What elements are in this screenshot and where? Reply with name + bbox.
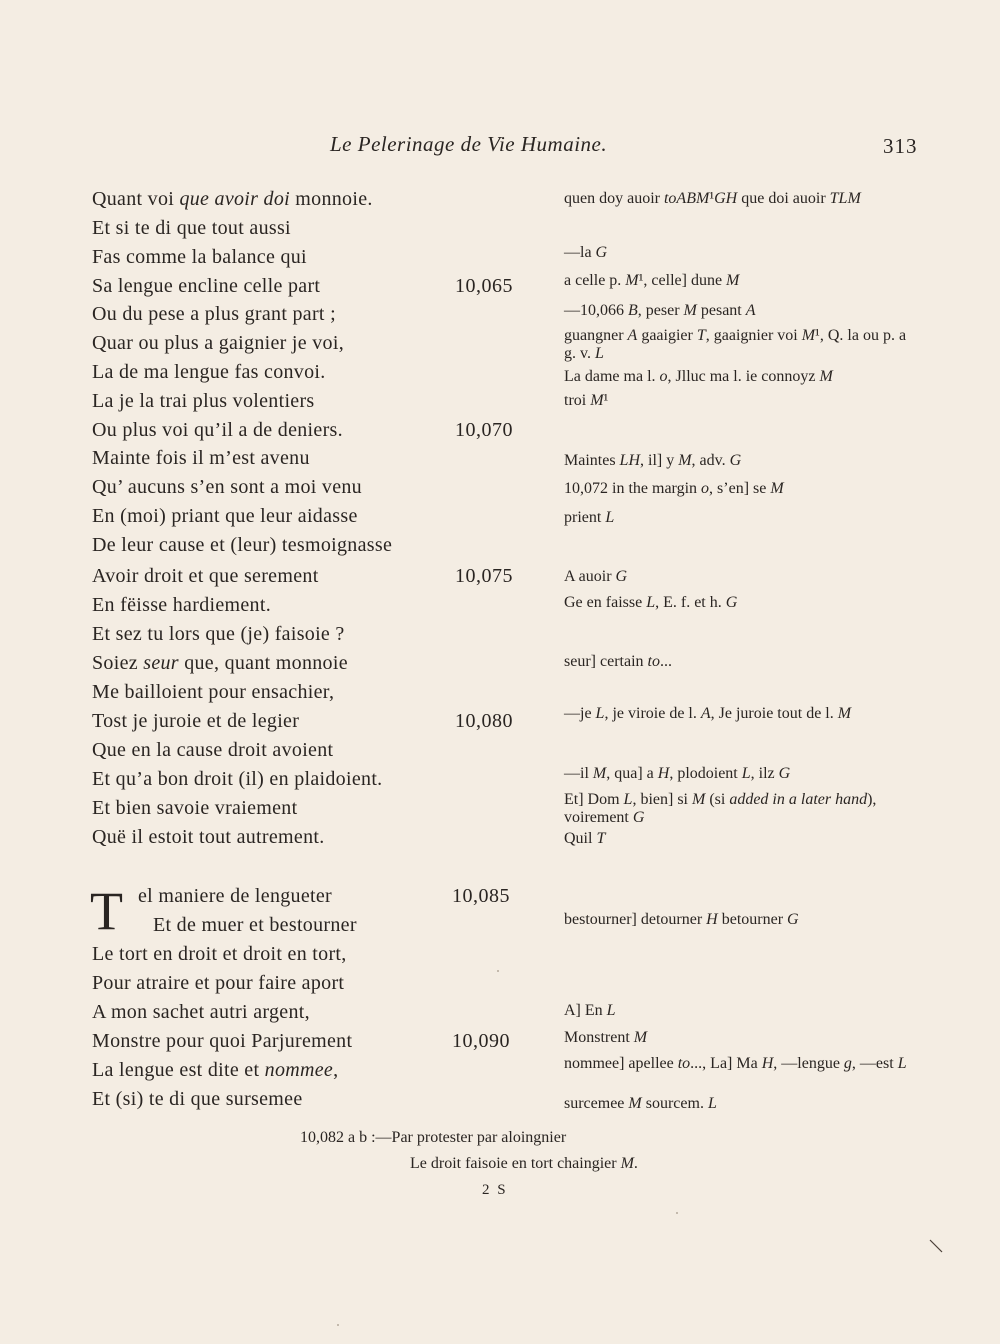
verse-line: La de ma lengue fas convoi. — [92, 361, 326, 383]
variant-note: —10,066 B, peser M pesant A — [564, 302, 756, 319]
variant-note: prient L — [564, 509, 615, 526]
variant-note: Et] Dom L, bien] si M (si added in a later hand), voirement G — [564, 791, 877, 826]
verse-line: De leur cause et (leur) tesmoignasse — [92, 534, 393, 556]
variant-note: a celle p. M¹, celle] dune M — [564, 272, 740, 289]
verse-line: Quant voi que avoir doi monnoie. — [92, 188, 373, 210]
verse-line: Pour atraire et pour faire aport — [92, 972, 345, 994]
variant-note: guangner A gaaigier T, gaaignier voi M¹, Q. la ou p. a g. v. L — [564, 327, 907, 362]
verse-line: En (moi) priant que leur aidasse — [92, 505, 358, 527]
variant-note: A auoir G — [564, 568, 628, 585]
verse-line: Et qu’a bon droit (il) en plaidoient. — [92, 768, 383, 790]
variant-note: Ge en faisse L, E. f. et h. G — [564, 594, 738, 611]
running-head: Le Pelerinage de Vie Humaine. — [330, 132, 608, 156]
paper-speck — [337, 1324, 339, 1326]
variant-note: —la G — [564, 244, 608, 261]
verse-line: La je la trai plus volentiers — [92, 390, 315, 412]
page-number: 313 — [883, 134, 918, 158]
margin-mark — [928, 1238, 946, 1256]
variant-note: nommee] apellee to..., La] Ma H, —lengue g, —est L — [564, 1055, 907, 1072]
verse-line: Avoir droit et que serement — [92, 565, 319, 587]
verse-line: Quar ou plus a gaignier je voi, — [92, 332, 345, 354]
verse-line: Et (si) te di que sursemee — [92, 1088, 303, 1110]
verse-line: el maniere de lengueter — [138, 885, 333, 907]
verse-line: Et sez tu lors que (je) faisoie ? — [92, 623, 345, 645]
verse-line: Le tort en droit et droit en tort, — [92, 943, 347, 965]
variant-note: quen doy auoir toABM¹GH que doi auoir TLM — [564, 190, 861, 207]
verse-line: Ou du pese a plus grant part ; — [92, 303, 336, 325]
line-number: 10,075 — [455, 565, 513, 587]
line-number: 10,085 — [452, 885, 510, 907]
drop-cap: T — [90, 881, 123, 941]
verse-line: Fas comme la balance qui — [92, 246, 307, 268]
variant-note: Maintes LH, il] y M, adv. G — [564, 452, 742, 469]
variant-note: 10,072 in the margin o, s’en] se M — [564, 480, 784, 497]
verse-line: Quë il estoit tout autrement. — [92, 826, 325, 848]
variant-note: La dame ma l. o, Jlluc ma l. ie connoyz M — [564, 368, 833, 385]
footnote-line-1: 10,082 a b :—Par protester par aloingnier — [300, 1129, 567, 1146]
verse-line: En fëisse hardiement. — [92, 594, 272, 616]
verse-line: Et de muer et bestourner — [153, 914, 357, 936]
line-number: 10,080 — [455, 710, 513, 732]
verse-line: Tost je juroie et de legier — [92, 710, 300, 732]
verse-line: Que en la cause droit avoient — [92, 739, 334, 761]
variant-note: bestourner] detourner H betourner G — [564, 911, 799, 928]
footnote-line-2: Le droit faisoie en tort chaingier M. — [410, 1155, 638, 1172]
paper-speck — [497, 970, 499, 972]
verse-line: Et si te di que tout aussi — [92, 217, 291, 239]
verse-line: A mon sachet autri argent, — [92, 1001, 310, 1023]
variant-note: —je L, je viroie de l. A, Je juroie tout de l. M — [564, 705, 852, 722]
verse-line: Qu’ aucuns s’en sont a moi venu — [92, 476, 362, 498]
verse-line: La lengue est dite et nommee, — [92, 1059, 339, 1081]
variant-note: surcemee M sourcem. L — [564, 1095, 717, 1112]
variant-note: troi M¹ — [564, 392, 609, 409]
verse-line: Ou plus voi qu’il a de deniers. — [92, 419, 343, 441]
line-number: 10,065 — [455, 275, 513, 297]
variant-note: Quil T — [564, 830, 606, 847]
verse-line: Me bailloient pour ensachier, — [92, 681, 335, 703]
verse-line: Soiez seur que, quant monnoie — [92, 652, 348, 674]
signature-mark: 2 S — [482, 1182, 508, 1198]
variant-note: A] En L — [564, 1002, 616, 1019]
verse-line: Et bien savoie vraiement — [92, 797, 298, 819]
verse-line: Sa lengue encline celle part — [92, 275, 321, 297]
variant-note: seur] certain to... — [564, 653, 672, 670]
verse-line: Mainte fois il m’est avenu — [92, 447, 310, 469]
line-number: 10,090 — [452, 1030, 510, 1052]
variant-note: Monstrent M — [564, 1029, 648, 1046]
variant-note: —il M, qua] a H, plodoient L, ilz G — [564, 765, 791, 782]
line-number: 10,070 — [455, 419, 513, 441]
verse-line: Monstre pour quoi Parjurement — [92, 1030, 353, 1052]
paper-speck — [676, 1212, 678, 1214]
